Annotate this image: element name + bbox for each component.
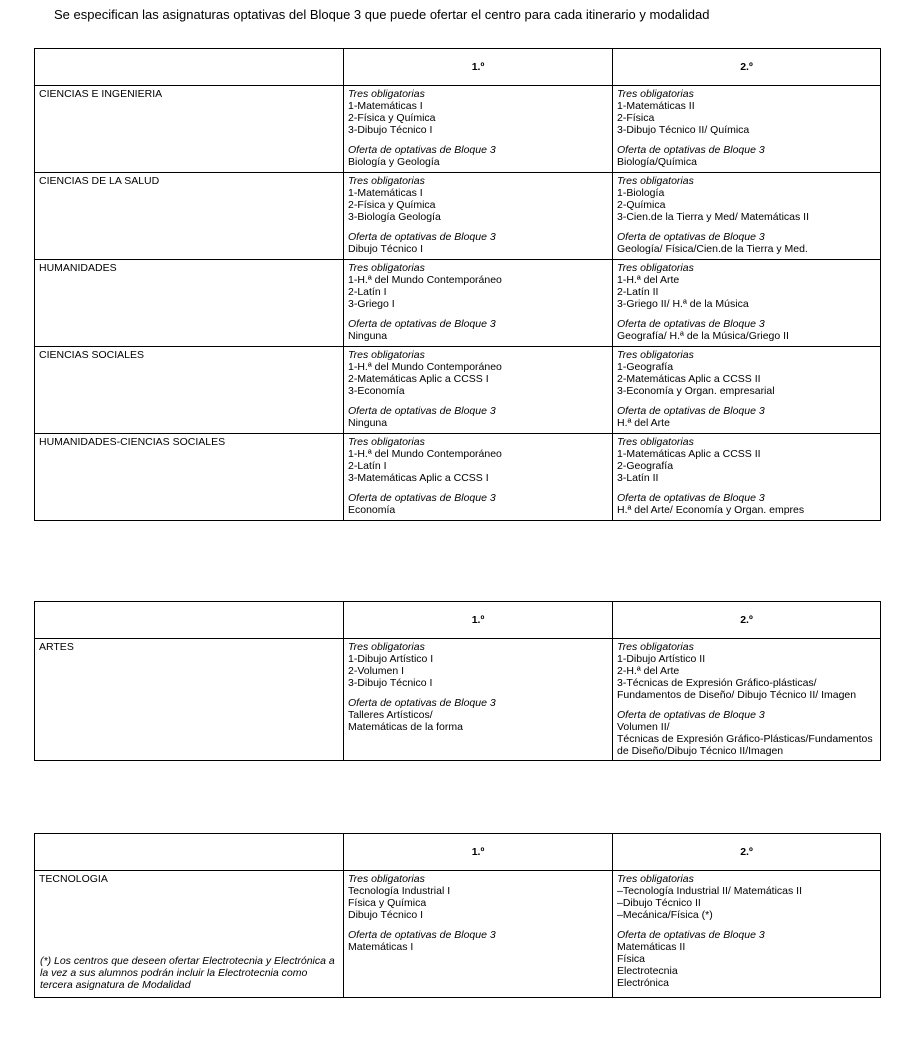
- year-2-cell: [613, 347, 881, 434]
- mandatory-title: Tres obligatorias: [617, 175, 694, 187]
- year-2-cell: [613, 86, 881, 173]
- year-2-cell: [613, 260, 881, 347]
- year-2-cell: [613, 639, 881, 761]
- header-year-1: 1.º: [344, 834, 613, 871]
- mandatory-subject: 1-Matemáticas I: [348, 187, 423, 199]
- header-year-2: 2.º: [613, 49, 881, 86]
- header-itinerary: [35, 602, 344, 639]
- optional-subject: Biología/Química: [617, 156, 697, 168]
- optional-title: Oferta de optativas de Bloque 3: [617, 929, 765, 941]
- itinerary-table-3: [34, 833, 881, 998]
- table-header-row: [35, 602, 881, 639]
- mandatory-subject: 1-Dibujo Artístico II: [617, 653, 706, 665]
- year-1-cell: [344, 434, 613, 521]
- mandatory-title: Tres obligatorias: [617, 349, 694, 361]
- mandatory-title: Tres obligatorias: [617, 873, 694, 885]
- itinerary-name: CIENCIAS E INGENIERIA: [35, 86, 344, 173]
- optional-title: Oferta de optativas de Bloque 3: [617, 709, 765, 721]
- year-1-cell: [344, 347, 613, 434]
- optional-subject: Física: [617, 953, 646, 965]
- mandatory-subject: 2-Volumen I: [348, 665, 405, 677]
- mandatory-subject: 1-Matemáticas I: [348, 100, 423, 112]
- optional-title: Oferta de optativas de Bloque 3: [617, 405, 765, 417]
- optional-subject: H.ª del Arte: [617, 417, 670, 429]
- optional-title: Oferta de optativas de Bloque 3: [617, 318, 765, 330]
- mandatory-subject: Dibujo Técnico I: [348, 909, 424, 921]
- itinerary-name: CIENCIAS DE LA SALUD: [35, 173, 344, 260]
- optional-subject: Ninguna: [348, 330, 388, 342]
- header-itinerary: [35, 834, 344, 871]
- optional-title: Oferta de optativas de Bloque 3: [348, 231, 496, 243]
- mandatory-subject: 1-H.ª del Mundo Contemporáneo: [348, 361, 502, 373]
- mandatory-subject: 3-Dibujo Técnico II/ Química: [617, 124, 750, 136]
- mandatory-subject: –Tecnología Industrial II/ Matemáticas II: [617, 885, 803, 897]
- intro-text: Se especifican las asignaturas optativas del Bloque 3 que puede ofertar el centro para cada itinerario y modalidad: [54, 7, 710, 22]
- mandatory-subject: 2-Matemáticas Aplic a CCSS I: [348, 373, 489, 385]
- optional-subject: Ninguna: [348, 417, 388, 429]
- optional-subject: Geografía/ H.ª de la Música/Griego II: [617, 330, 789, 342]
- table-header-row: [35, 834, 881, 871]
- optional-subject: Electrotecnia: [617, 965, 678, 977]
- mandatory-subject: 3-Economía: [348, 385, 405, 397]
- mandatory-title: Tres obligatorias: [617, 88, 694, 100]
- table-row: [35, 639, 881, 761]
- optional-title: Oferta de optativas de Bloque 3: [348, 492, 496, 504]
- year-2-cell: [613, 173, 881, 260]
- optional-title: Oferta de optativas de Bloque 3: [348, 929, 496, 941]
- mandatory-title: Tres obligatorias: [348, 436, 425, 448]
- table-row: [35, 86, 881, 173]
- mandatory-subject: 2-Física y Química: [348, 112, 436, 124]
- mandatory-subject: 2-Física y Química: [348, 199, 436, 211]
- itinerary-name: ARTES: [35, 639, 344, 761]
- mandatory-subject: 1-H.ª del Mundo Contemporáneo: [348, 274, 502, 286]
- mandatory-subject: –Mecánica/Física (*): [617, 909, 713, 921]
- mandatory-title: Tres obligatorias: [617, 436, 694, 448]
- mandatory-subject: 2-Física: [617, 112, 655, 124]
- optional-subject: Volumen II/: [617, 721, 670, 733]
- mandatory-title: Tres obligatorias: [348, 349, 425, 361]
- mandatory-subject: 2-Geografía: [617, 460, 674, 472]
- mandatory-title: Tres obligatorias: [348, 262, 425, 274]
- optional-title: Oferta de optativas de Bloque 3: [617, 492, 765, 504]
- optional-subject: Economía: [348, 504, 396, 516]
- mandatory-subject: 1-Geografía: [617, 361, 674, 373]
- year-1-cell: [344, 260, 613, 347]
- table-row: [35, 347, 881, 434]
- table-row: [35, 173, 881, 260]
- mandatory-subject: 3-Matemáticas Aplic a CCSS I: [348, 472, 489, 484]
- mandatory-subject: 2-Latín I: [348, 286, 387, 298]
- itinerary-cell: [35, 871, 344, 998]
- mandatory-subject: 2-Latín II: [617, 286, 659, 298]
- mandatory-subject: 2-H.ª del Arte: [617, 665, 680, 677]
- mandatory-subject: 1-H.ª del Arte: [617, 274, 680, 286]
- mandatory-title: Tres obligatorias: [348, 88, 425, 100]
- itinerary-name: TECNOLOGIA: [39, 873, 108, 885]
- optional-subject: H.ª del Arte/ Economía y Organ. empres: [617, 504, 805, 516]
- itinerary-name: HUMANIDADES: [35, 260, 344, 347]
- optional-title: Oferta de optativas de Bloque 3: [348, 318, 496, 330]
- itinerary-table-1: [34, 48, 881, 521]
- table-header-row: [35, 49, 881, 86]
- optional-subject: Geología/ Física/Cien.de la Tierra y Med.: [617, 243, 808, 255]
- mandatory-title: Tres obligatorias: [348, 873, 425, 885]
- mandatory-subject: 3-Biología Geología: [348, 211, 441, 223]
- mandatory-subject: 1-Matemáticas Aplic a CCSS II: [617, 448, 761, 460]
- itinerary-name: HUMANIDADES-CIENCIAS SOCIALES: [35, 434, 344, 521]
- mandatory-subject: 3-Latín II: [617, 472, 659, 484]
- optional-subject: Matemáticas II: [617, 941, 686, 953]
- year-1-cell: [344, 639, 613, 761]
- mandatory-subject: 3-Dibujo Técnico I: [348, 677, 433, 689]
- table-row: [35, 434, 881, 521]
- itinerary-table-2: [34, 601, 881, 761]
- mandatory-subject: 1-Dibujo Artístico I: [348, 653, 434, 665]
- year-1-cell: [344, 86, 613, 173]
- mandatory-subject: 2-Matemáticas Aplic a CCSS II: [617, 373, 761, 385]
- mandatory-subject: 3-Técnicas de Expresión Gráfico-plásticas/ Fundamentos de Diseño/ Dibujo Técnico II/ Imagen: [617, 677, 857, 701]
- mandatory-subject: 1-Biología: [617, 187, 665, 199]
- header-year-2: 2.º: [613, 602, 881, 639]
- footnote: (*) Los centros que deseen ofertar Electrotecnia y Electrónica a la vez a sus alumnos podrán incluir la Electrotecnia como tercera asignatura de Modalidad: [40, 955, 335, 991]
- itinerary-name: CIENCIAS SOCIALES: [35, 347, 344, 434]
- mandatory-subject: Física y Química: [348, 897, 427, 909]
- mandatory-subject: 1-Matemáticas II: [617, 100, 695, 112]
- mandatory-subject: 3-Cien.de la Tierra y Med/ Matemáticas II: [617, 211, 809, 223]
- year-2-cell: [613, 871, 881, 998]
- header-year-2: 2.º: [613, 834, 881, 871]
- header-year-1: 1.º: [344, 602, 613, 639]
- mandatory-subject: 2-Latín I: [348, 460, 387, 472]
- mandatory-title: Tres obligatorias: [617, 262, 694, 274]
- optional-title: Oferta de optativas de Bloque 3: [617, 144, 765, 156]
- mandatory-subject: Tecnología Industrial I: [348, 885, 451, 897]
- year-1-cell: [344, 871, 613, 998]
- mandatory-title: Tres obligatorias: [617, 641, 694, 653]
- header-itinerary: [35, 49, 344, 86]
- optional-subject: Dibujo Técnico I: [348, 243, 424, 255]
- optional-title: Oferta de optativas de Bloque 3: [348, 144, 496, 156]
- mandatory-subject: 2-Química: [617, 199, 666, 211]
- year-2-cell: [613, 434, 881, 521]
- optional-subject: Matemáticas de la forma: [348, 721, 463, 733]
- year-1-cell: [344, 173, 613, 260]
- mandatory-subject: 3-Dibujo Técnico I: [348, 124, 433, 136]
- mandatory-subject: 3-Griego II/ H.ª de la Música: [617, 298, 749, 310]
- mandatory-subject: 1-H.ª del Mundo Contemporáneo: [348, 448, 502, 460]
- mandatory-title: Tres obligatorias: [348, 641, 425, 653]
- table-row: [35, 260, 881, 347]
- optional-subject: Matemáticas I: [348, 941, 414, 953]
- optional-subject: Talleres Artísticos/: [348, 709, 433, 721]
- header-year-1: 1.º: [344, 49, 613, 86]
- mandatory-subject: –Dibujo Técnico II: [617, 897, 701, 909]
- table-row: [35, 871, 881, 998]
- optional-title: Oferta de optativas de Bloque 3: [617, 231, 765, 243]
- mandatory-title: Tres obligatorias: [348, 175, 425, 187]
- optional-subject: Técnicas de Expresión Gráfico-Plásticas/Fundamentos de Diseño/Dibujo Técnico II/Imagen: [617, 733, 873, 757]
- optional-title: Oferta de optativas de Bloque 3: [348, 697, 496, 709]
- mandatory-subject: 3-Griego I: [348, 298, 395, 310]
- mandatory-subject: 3-Economía y Organ. empresarial: [617, 385, 775, 397]
- optional-subject: Biología y Geología: [348, 156, 440, 168]
- optional-title: Oferta de optativas de Bloque 3: [348, 405, 496, 417]
- optional-subject: Electrónica: [617, 977, 669, 989]
